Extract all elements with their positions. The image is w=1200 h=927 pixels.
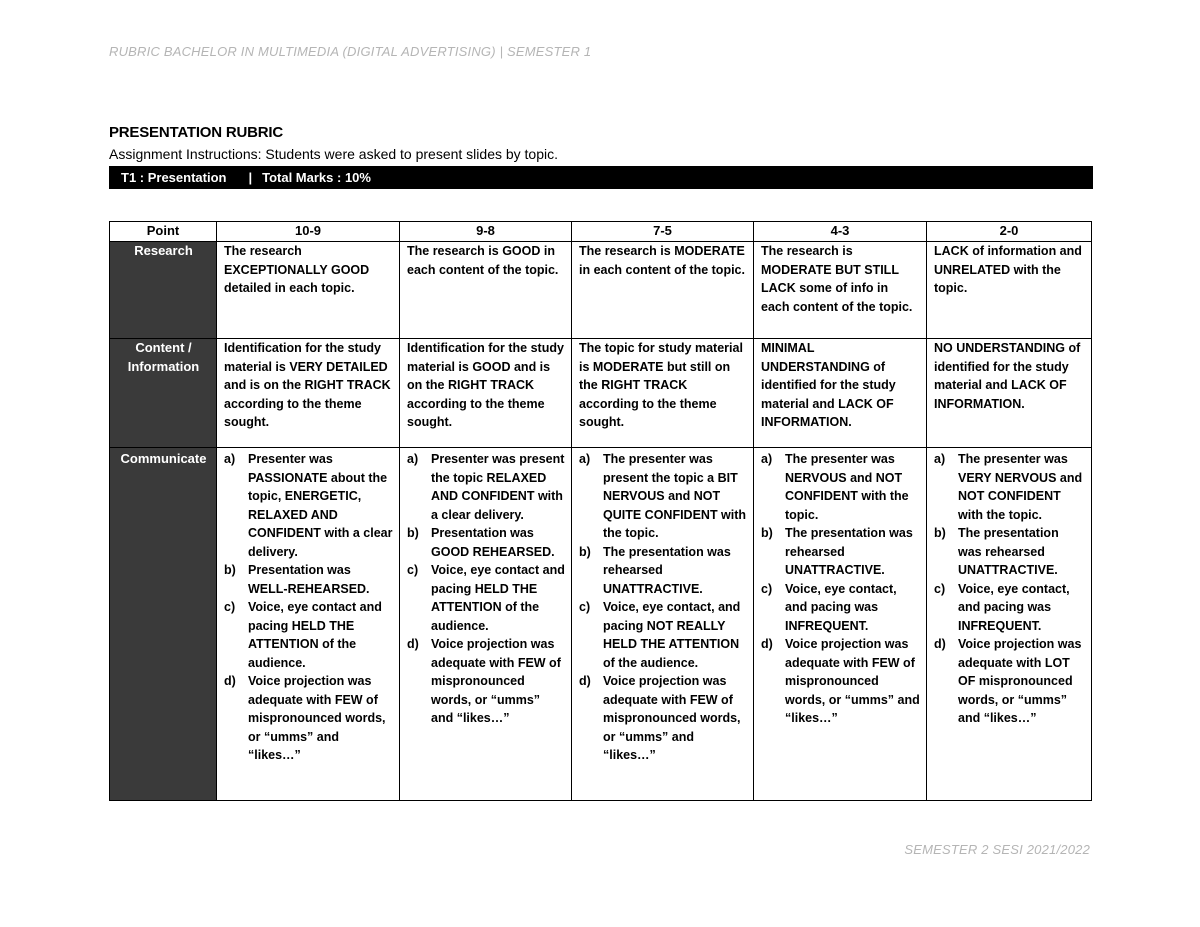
criteria-list — [407, 450, 565, 728]
list-item-text: The presenter was present the topic a BIT NERVOUS and NOT QUITE CONFIDENT with the topic. — [603, 452, 747, 540]
criteria-cell: The topic for study material is MODERATE but still on the RIGHT TRACK according to the theme sought. — [572, 339, 754, 448]
list-marker: d) — [407, 637, 419, 651]
list-item — [224, 561, 393, 598]
list-item — [934, 635, 1085, 728]
task-separator: | — [248, 170, 253, 185]
header-row — [110, 222, 1092, 242]
list-marker: c) — [579, 600, 591, 614]
assignment-instructions: Assignment Instructions: Students were asked to present slides by topic. — [109, 146, 559, 162]
list-item-text: Presenter was present the topic RELAXED AND CONFIDENT with a clear delivery. — [431, 452, 565, 522]
task-bar — [109, 166, 1093, 189]
total-marks: Total Marks : 10% — [262, 170, 371, 185]
list-item — [579, 450, 747, 543]
list-item-text: The presentation was rehearsed UNATTRACTIVE. — [958, 526, 1059, 577]
column-header: Point — [110, 222, 217, 242]
list-item — [407, 450, 565, 524]
list-marker: b) — [579, 544, 591, 559]
list-marker: c) — [761, 581, 773, 596]
list-marker: d) — [579, 674, 591, 688]
list-marker: a) — [579, 452, 591, 466]
list-marker: d) — [761, 637, 773, 651]
column-header: 10-9 — [217, 222, 400, 242]
list-marker: d) — [934, 637, 946, 651]
list-item-text: Presentation was WELL-REHEARSED. — [248, 563, 370, 596]
page-header: RUBRIC BACHELOR IN MULTIMEDIA (DIGITAL ADVERTISING) | SEMESTER 1 — [109, 44, 592, 59]
list-marker: b) — [761, 526, 773, 540]
list-item-text: Voice projection was adequate with FEW of mispronounced words, or “umms” and “likes…” — [431, 637, 561, 725]
list-item-text: Voice projection was adequate with FEW of mispronounced words, or “umms” and “likes…” — [785, 637, 920, 725]
list-item — [761, 524, 920, 580]
list-item-text: Voice, eye contact and pacing HELD THE ATTENTION of the audience. — [248, 600, 382, 670]
list-marker: b) — [407, 526, 419, 540]
list-item-text: Voice projection was adequate with LOT OF mispronounced words, or “umms” and “likes…” — [958, 637, 1082, 725]
list-marker: d) — [224, 674, 236, 688]
rubric-table — [109, 221, 1092, 801]
table-row — [110, 339, 1092, 448]
row-header-research: Research — [110, 242, 217, 339]
page-title: PRESENTATION RUBRIC — [109, 124, 283, 141]
criteria-cell — [927, 448, 1092, 801]
criteria-list — [579, 450, 747, 765]
list-item — [579, 672, 747, 765]
list-marker: b) — [934, 526, 946, 540]
list-item-text: The presentation was rehearsed UNATTRACTIVE. — [785, 526, 913, 577]
criteria-cell: LACK of information and UNRELATED with the topic. — [927, 242, 1092, 339]
list-item-text: Presentation was GOOD REHEARSED. — [431, 526, 555, 559]
criteria-cell: MINIMAL UNDERSTANDING of identified for the study material and LACK OF INFORMATION. — [754, 339, 927, 448]
list-item — [761, 450, 920, 524]
list-item-text: Voice, eye contact, and pacing was INFREQUENT. — [785, 581, 897, 633]
list-marker: a) — [934, 452, 946, 466]
list-item — [761, 580, 920, 636]
list-item — [579, 543, 747, 599]
list-item-text: Voice, eye contact, and pacing NOT REALLY HELD THE ATTENTION of the audience. — [603, 600, 741, 670]
criteria-list — [761, 450, 920, 728]
column-header: 7-5 — [572, 222, 754, 242]
criteria-cell — [400, 448, 572, 801]
list-item-text: The presentation was rehearsed UNATTRACTIVE. — [603, 544, 731, 596]
criteria-list — [224, 450, 393, 765]
criteria-cell — [217, 448, 400, 801]
criteria-cell: The research is GOOD in each content of the topic. — [400, 242, 572, 339]
list-marker: a) — [407, 452, 419, 466]
row-header-communicate: Communicate — [110, 448, 217, 801]
criteria-cell — [754, 448, 927, 801]
list-item — [407, 524, 565, 561]
list-item — [934, 524, 1085, 580]
list-item-text: The presenter was NERVOUS and NOT CONFIDENT with the topic. — [785, 452, 909, 522]
page-footer: SEMESTER 2 SESI 2021/2022 — [904, 842, 1090, 857]
list-item — [761, 635, 920, 728]
list-item-text: Voice projection was adequate with FEW of mispronounced words, or “umms” and “likes…” — [603, 674, 741, 762]
criteria-cell: The research is MODERATE BUT STILL LACK some of info in each content of the topic. — [754, 242, 927, 339]
list-item-text: Presenter was PASSIONATE about the topic, ENERGETIC, RELAXED AND CONFIDENT with a clear delivery. — [248, 452, 393, 559]
list-item-text: Voice projection was adequate with FEW of mispronounced words, or “umms” and “likes…” — [248, 674, 386, 762]
list-item — [934, 450, 1085, 524]
list-marker: a) — [761, 452, 773, 466]
list-marker: b) — [224, 563, 236, 577]
task-label: T1 : Presentation — [121, 170, 227, 185]
criteria-cell: Identification for the study material is VERY DETAILED and is on the RIGHT TRACK according to the theme sought. — [217, 339, 400, 448]
list-item — [579, 598, 747, 672]
criteria-cell — [572, 448, 754, 801]
criteria-list — [934, 450, 1085, 728]
list-marker: c) — [934, 581, 946, 596]
list-item-text: Voice, eye contact and pacing HELD THE ATTENTION of the audience. — [431, 563, 565, 633]
list-item — [224, 450, 393, 561]
column-header: 4-3 — [754, 222, 927, 242]
column-header: 2-0 — [927, 222, 1092, 242]
list-item — [224, 598, 393, 672]
column-header: 9-8 — [400, 222, 572, 242]
table-row — [110, 448, 1092, 801]
criteria-cell: The research is MODERATE in each content of the topic. — [572, 242, 754, 339]
list-item — [934, 580, 1085, 636]
list-item-text: Voice, eye contact, and pacing was INFREQUENT. — [958, 581, 1070, 633]
list-marker: c) — [224, 600, 236, 614]
list-marker: a) — [224, 452, 236, 466]
criteria-cell: The research EXCEPTIONALLY GOOD detailed in each topic. — [217, 242, 400, 339]
criteria-cell: Identification for the study material is GOOD and is on the RIGHT TRACK according to the theme sought. — [400, 339, 572, 448]
criteria-cell: NO UNDERSTANDING of identified for the study material and LACK OF INFORMATION. — [927, 339, 1092, 448]
table-row — [110, 242, 1092, 339]
list-item — [224, 672, 393, 765]
list-item — [407, 561, 565, 635]
row-header-content: Content / Information — [110, 339, 217, 448]
list-item — [407, 635, 565, 728]
list-item-text: The presenter was VERY NERVOUS and NOT CONFIDENT with the topic. — [958, 452, 1083, 522]
list-marker: c) — [407, 563, 419, 577]
